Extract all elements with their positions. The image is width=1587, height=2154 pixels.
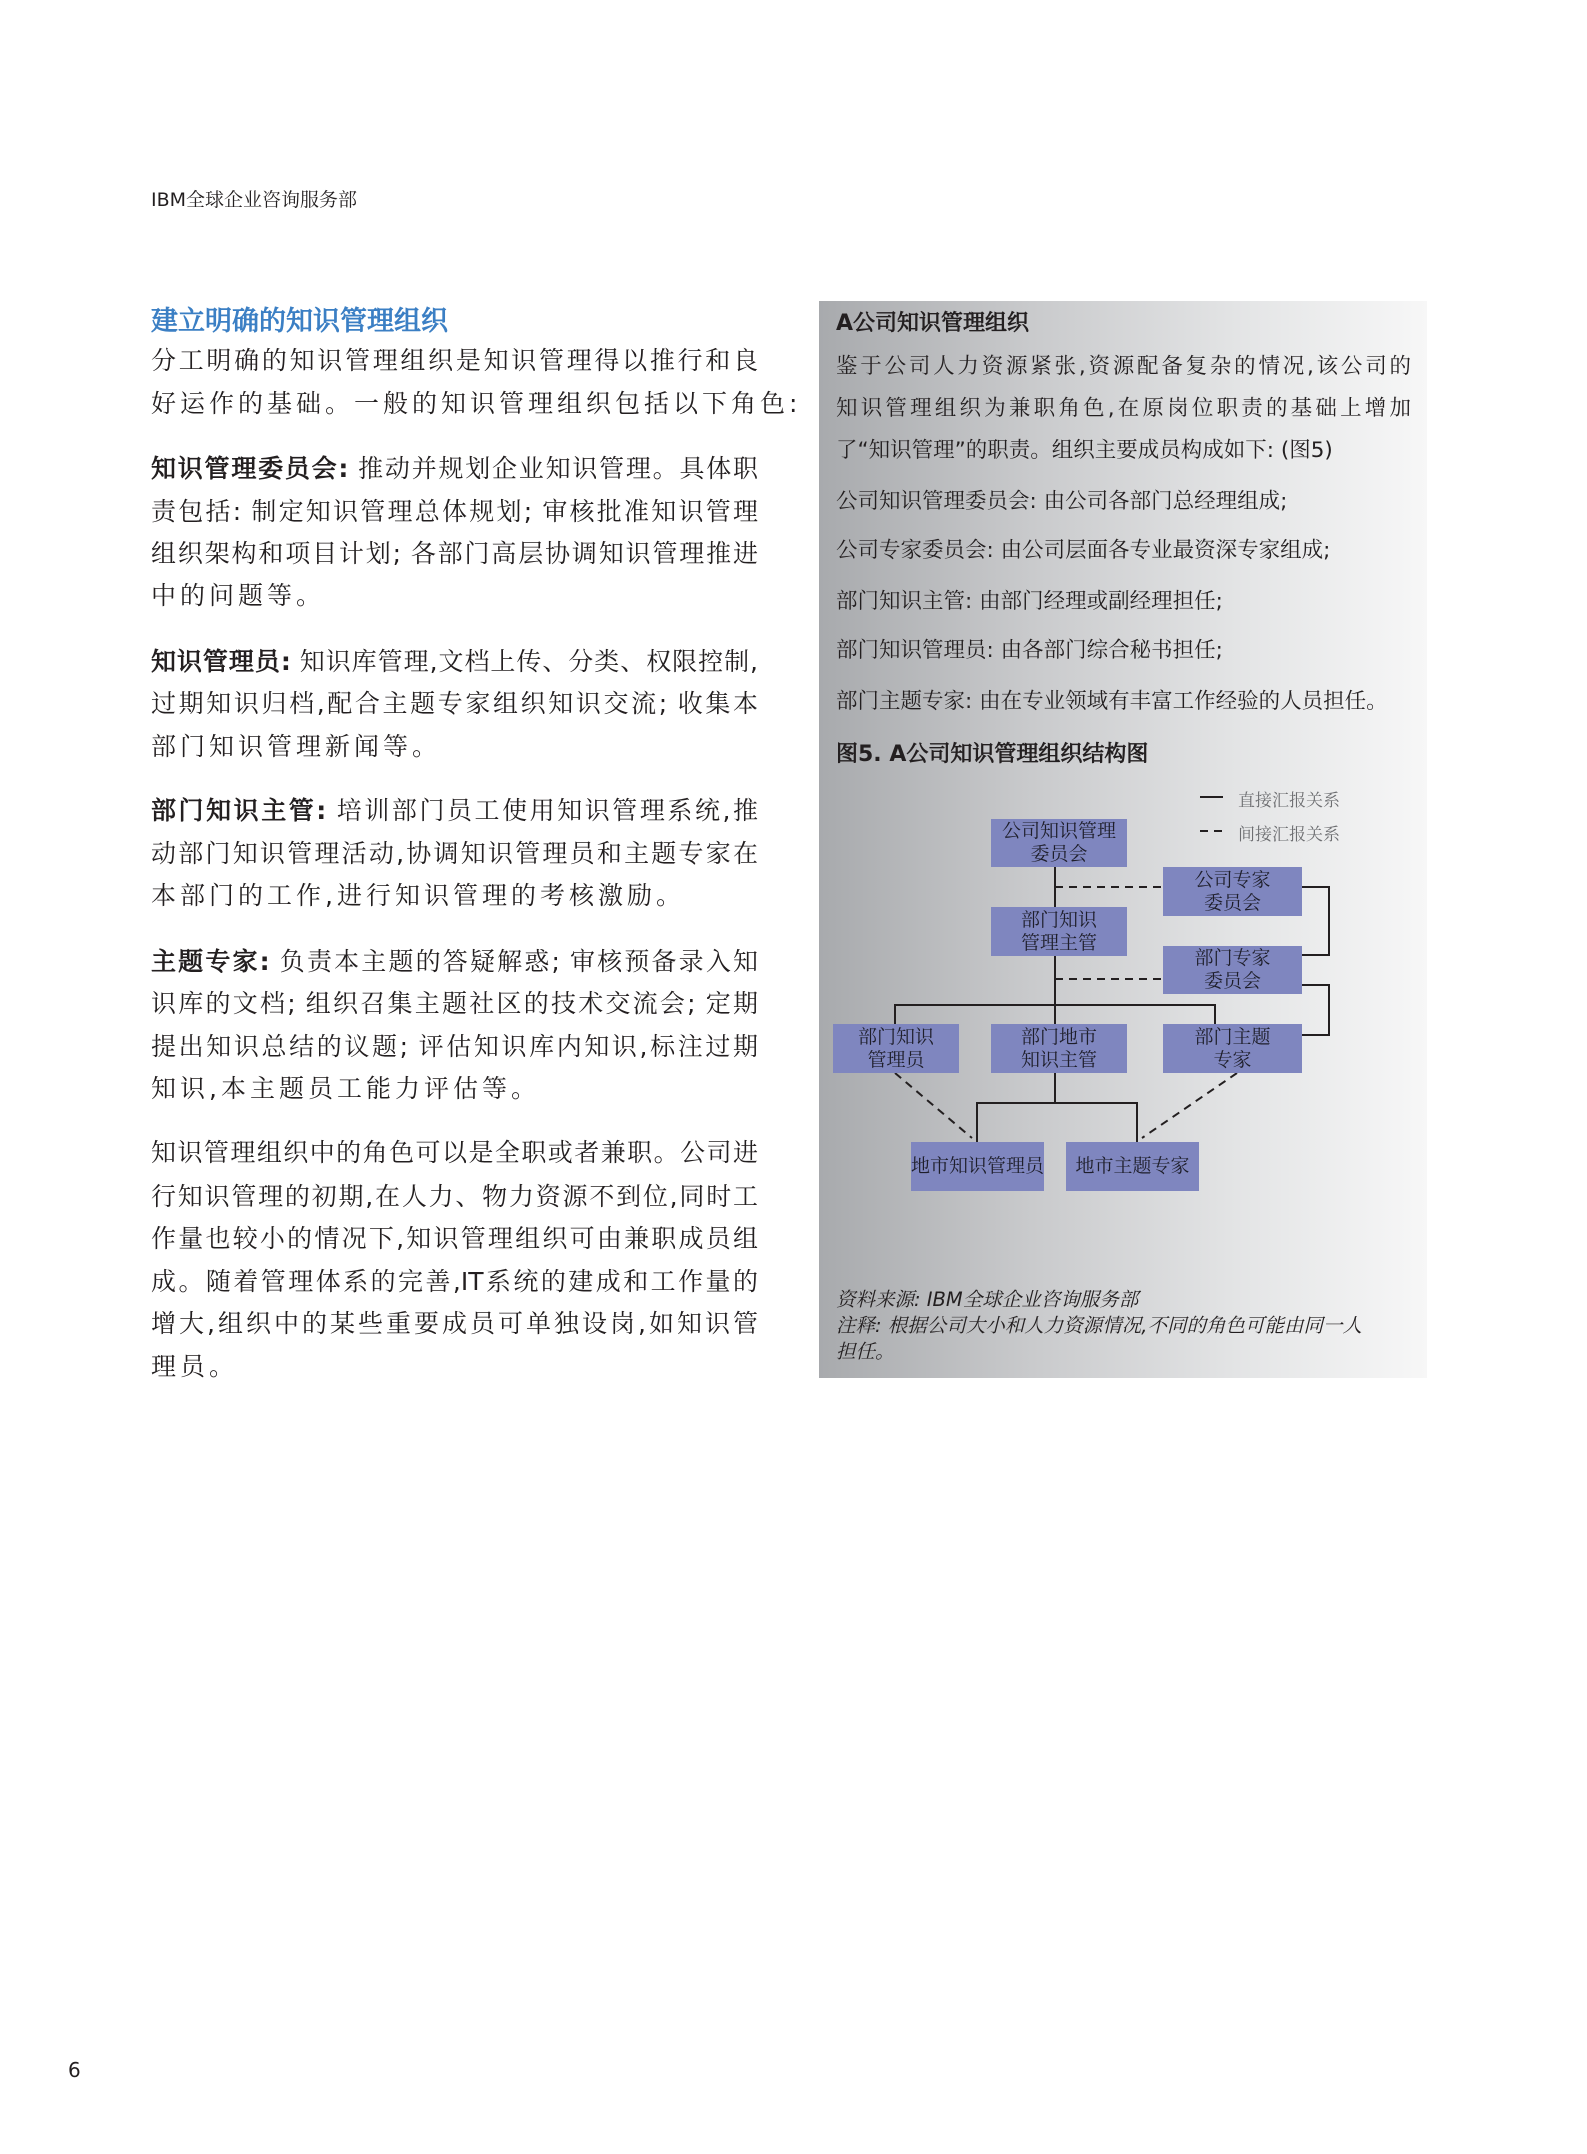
box-label: 公司专家 — [1194, 868, 1271, 891]
box-label: 部门知识 — [1020, 908, 1097, 931]
box-company-km-committee — [991, 819, 1127, 867]
term-label: 主题专家: — [151, 947, 270, 976]
connector-solid — [1302, 985, 1329, 1035]
paragraph-line: 行知识管理的初期,在人力、物力资源不到位,同时工 — [151, 1182, 758, 1211]
paragraph-line: 理员。 — [151, 1352, 239, 1381]
running-header: IBM全球企业咨询服务部 — [151, 189, 358, 211]
box-label: 委员会 — [1030, 843, 1088, 865]
paragraph-line: 提出知识总结的议题; 评估知识库内知识,标注过期 — [151, 1032, 758, 1061]
box-label: 地市知识管理员 — [911, 1155, 1045, 1177]
box-city-km-admin — [911, 1142, 1044, 1191]
source-note: 资料来源: IBM全球企业咨询服务部 — [836, 1288, 1139, 1311]
box-label: 委员会 — [1203, 970, 1261, 992]
term-label: 知识管理员: — [151, 647, 291, 676]
box-label: 知识主管 — [1020, 1048, 1097, 1071]
paragraph-line: 好运作的基础。一般的知识管理组织包括以下角色: — [151, 389, 802, 418]
paragraph-line: 成。随着管理体系的完善,IT系统的建成和工作量的 — [151, 1267, 758, 1296]
paragraph-line: 部门知识管理新闻等。 — [151, 732, 442, 761]
box-label: 地市主题专家 — [1075, 1155, 1190, 1177]
page-number: 6 — [68, 2058, 81, 2082]
box-label: 部门主题 — [1194, 1025, 1271, 1048]
member-item: 公司知识管理委员会: 由公司各部门总经理组成; — [836, 489, 1288, 514]
box-dept-expert-committee — [1163, 946, 1302, 994]
connector-solid — [1302, 887, 1329, 955]
member-item: 公司专家委员会: 由公司层面各专业最资深专家组成; — [836, 538, 1331, 563]
connector-dashed — [895, 1073, 972, 1138]
member-item: 部门知识管理员: 由各部门综合秘书担任; — [836, 638, 1223, 663]
figure-title: 图5. A公司知识管理组织结构图 — [836, 742, 1149, 767]
term-definition: 推动并规划企业知识管理。具体职 — [348, 454, 759, 483]
paragraph-line: 动部门知识管理活动,协调知识管理员和主题专家在 — [151, 839, 758, 868]
term-definition: 培训部门员工使用知识管理系统,推 — [326, 796, 758, 825]
box-label: 专家 — [1213, 1048, 1252, 1071]
connector-dashed — [1142, 1073, 1237, 1138]
footnote-line: 担任。 — [836, 1340, 895, 1363]
box-label: 部门地市 — [1020, 1025, 1097, 1048]
box-dept-km-supervisor — [991, 907, 1127, 956]
box-label: 部门专家 — [1194, 947, 1271, 969]
term-definition: 负责本主题的答疑解惑; 审核预备录入知 — [269, 947, 758, 976]
panel-title: A公司知识管理组织 — [836, 311, 1030, 336]
footnote-line: 注释: 根据公司大小和人力资源情况,不同的角色可能由同一人 — [836, 1314, 1362, 1337]
box-dept-city-km-supervisor — [991, 1024, 1127, 1073]
paragraph-line: 中的问题等。 — [151, 581, 326, 610]
term-definition: 知识库管理,文档上传、分类、权限控制, — [290, 647, 759, 676]
paragraph-line: 责包括: 制定知识管理总体规划; 审核批准知识管理 — [151, 497, 758, 526]
box-label: 公司知识管理 — [1001, 820, 1116, 842]
box-dept-km-admin — [833, 1024, 959, 1073]
paragraph-line: 本部门的工作,进行知识管理的考核激励。 — [151, 881, 685, 910]
connector-solid — [977, 1103, 1137, 1142]
section-title: 建立明确的知识管理组织 — [151, 306, 448, 337]
legend-dashed-label: 间接汇报关系 — [1238, 825, 1340, 845]
box-city-subject-expert — [1066, 1142, 1199, 1191]
box-label: 部门知识 — [857, 1025, 934, 1048]
legend-solid-label: 直接汇报关系 — [1238, 791, 1340, 811]
box-company-expert-committee — [1163, 867, 1302, 916]
paragraph-line: 知识,本主题员工能力评估等。 — [151, 1074, 540, 1103]
paragraph-line: 识库的文档; 组织召集主题社区的技术交流会; 定期 — [151, 989, 758, 1018]
member-item: 部门知识主管: 由部门经理或副经理担任; — [836, 589, 1223, 614]
paragraph-line: 知识管理组织中的角色可以是全职或者兼职。公司进 — [151, 1138, 758, 1167]
box-label: 管理员 — [867, 1048, 925, 1071]
term-label: 知识管理委员会: — [151, 454, 349, 483]
box-label: 管理主管 — [1020, 931, 1097, 954]
panel-intro-line: 了“知识管理”的职责。组织主要成员构成如下: (图5) — [836, 438, 1333, 463]
paragraph-line: 过期知识归档,配合主题专家组织知识交流; 收集本 — [151, 689, 758, 718]
panel-intro-line: 鉴于公司人力资源紧张,资源配备复杂的情况,该公司的 — [836, 354, 1411, 379]
panel-intro-line: 知识管理组织为兼职角色,在原岗位职责的基础上增加 — [836, 396, 1411, 421]
box-label: 委员会 — [1203, 891, 1261, 914]
paragraph-line: 作量也较小的情况下,知识管理组织可由兼职成员组 — [151, 1224, 758, 1253]
member-item: 部门主题专家: 由在专业领域有丰富工作经验的人员担任。 — [836, 689, 1388, 714]
box-dept-subject-expert — [1163, 1024, 1302, 1073]
paragraph-line: 分工明确的知识管理组织是知识管理得以推行和良 — [151, 346, 758, 375]
paragraph-line: 增大,组织中的某些重要成员可单独设岗,如知识管 — [151, 1309, 758, 1338]
term-label: 部门知识主管: — [151, 796, 327, 825]
paragraph-line: 组织架构和项目计划; 各部门高层协调知识管理推进 — [151, 539, 758, 568]
